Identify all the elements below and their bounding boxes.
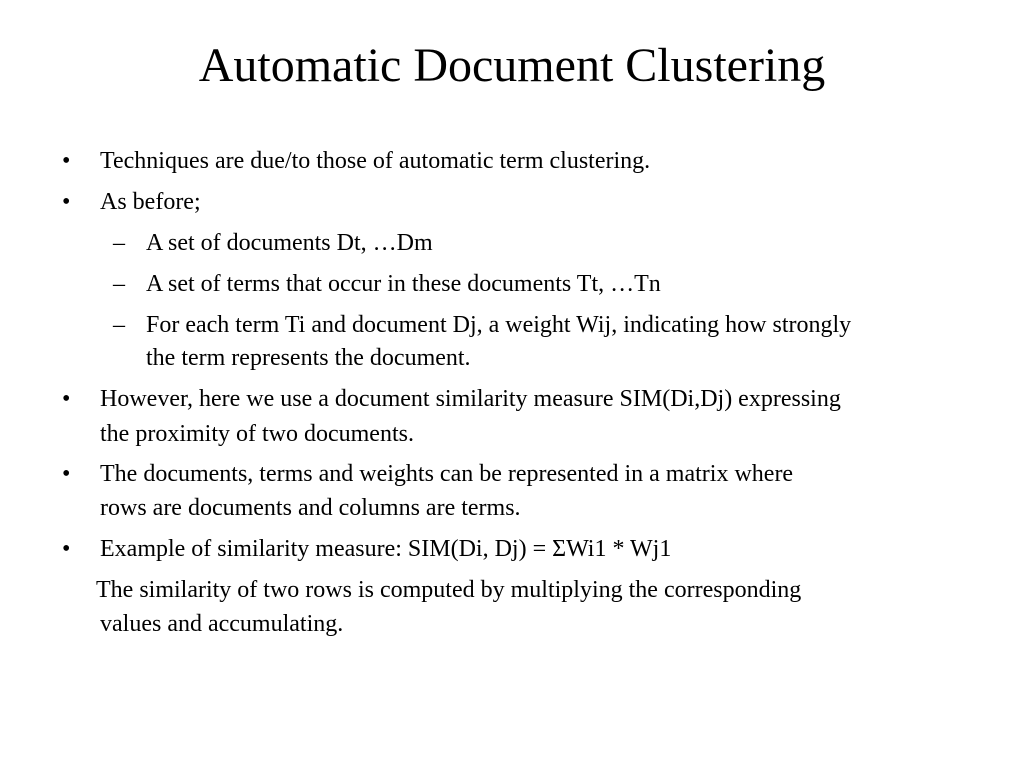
sub-bullet-marker: –	[113, 230, 125, 256]
slide-title: Automatic Document Clustering	[198, 39, 826, 92]
bullet-text-line2: the proximity of two documents.	[100, 421, 414, 447]
bullet-text-line1: However, here we use a document similarity measure SIM(Di,Dj) expressing	[100, 386, 841, 412]
bullet-text-line1: The documents, terms and weights can be represented in a matrix where	[100, 461, 794, 487]
bullet-marker: •	[62, 536, 71, 562]
bullet-text: Techniques are due/to those of automatic term clustering.	[100, 148, 651, 174]
bullet-text: As before;	[100, 189, 201, 215]
paragraph-line2: values and accumulating.	[100, 611, 344, 637]
sub-bullet-marker: –	[113, 312, 125, 338]
bullet-marker: •	[62, 148, 71, 174]
bullet-marker: •	[62, 386, 71, 412]
bullet-marker: •	[62, 461, 71, 487]
sub-bullet-text-line2: the term represents the document.	[146, 345, 471, 371]
sub-bullet-text-line1: For each term Ti and document Dj, a weight Wij, indicating how strongly	[146, 312, 852, 338]
paragraph-line1: The similarity of two rows is computed by multiplying the corresponding	[96, 577, 802, 603]
bullet-text: Example of similarity measure: SIM(Di, Dj) = ΣWi1 * Wj1	[100, 536, 672, 562]
sub-bullet-text: A set of terms that occur in these documents Tt, …Tn	[146, 271, 661, 297]
bullet-text-line2: rows are documents and columns are terms.	[100, 495, 521, 521]
sub-bullet-text: A set of documents Dt, …Dm	[146, 230, 433, 256]
bullet-marker: •	[62, 189, 71, 215]
sub-bullet-marker: –	[113, 271, 125, 297]
